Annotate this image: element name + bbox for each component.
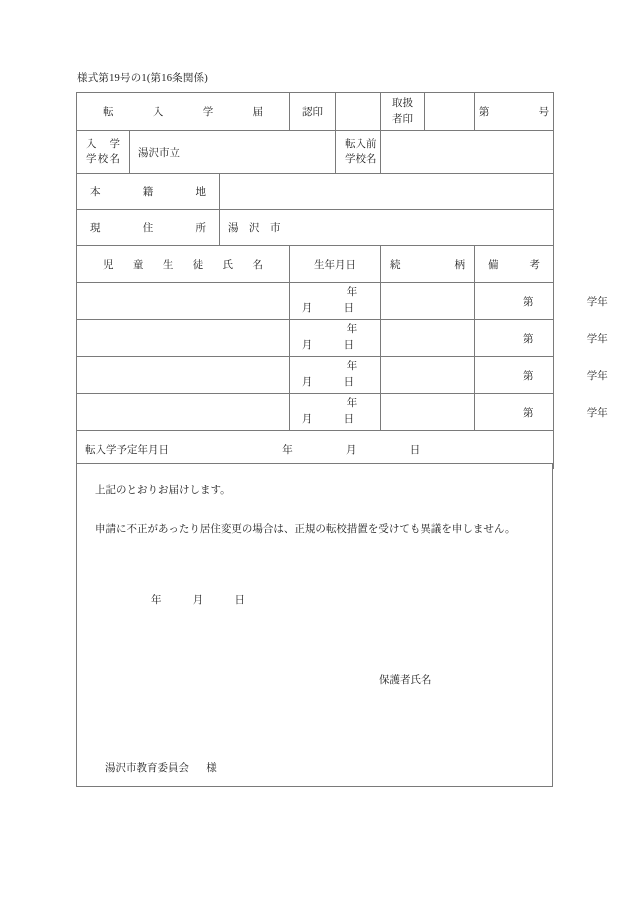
approval-seal-label: 認印 — [290, 93, 336, 131]
handler-seal-label-line2: 者印 — [392, 113, 414, 125]
name-header-c6: 名 — [252, 259, 264, 271]
previous-school-value[interactable] — [381, 131, 554, 174]
student-relation-3[interactable] — [381, 357, 475, 394]
declaration-date-day: 日 — [234, 595, 245, 606]
prev-school-label-c3: 前 — [366, 138, 377, 150]
current-address-label — [77, 210, 220, 246]
birthdate-year-2: 年 — [346, 324, 358, 336]
declaration-date-month: 月 — [192, 595, 204, 606]
form-title — [77, 104, 289, 119]
name-header-c3: 生 — [162, 259, 174, 271]
declaration-paragraph-2: 申請に不正があったり居住変更の場合は、正規の転校措置を受けても異議を申しません。 — [95, 524, 516, 535]
address-label-c1: 現 — [90, 223, 101, 234]
entry-school-label-c3: 学 — [86, 154, 97, 165]
issue-number-prefix: 第 — [478, 107, 490, 118]
declaration-box — [76, 463, 553, 787]
birthdate-month-3: 月 — [301, 377, 313, 388]
name-header-c2: 童 — [132, 259, 144, 271]
student-birthdate-3[interactable] — [290, 357, 381, 394]
prev-school-label-c5: 校 — [355, 154, 367, 165]
entry-school-label-c2: 学 — [109, 138, 120, 150]
grade-suffix-3: 学年 — [586, 370, 608, 382]
addressee-honorific: 様 — [206, 763, 217, 774]
domicile-label-c1: 本 — [90, 187, 101, 198]
remarks-header — [475, 246, 554, 283]
student-name-header — [77, 246, 290, 283]
student-relation-4[interactable] — [381, 394, 475, 431]
student-name-2[interactable] — [77, 320, 290, 357]
grade-suffix-1: 学年 — [586, 296, 608, 308]
birthdate-year-3: 年 — [346, 361, 358, 373]
relation-header-c2: 柄 — [454, 259, 466, 271]
student-name-1[interactable] — [77, 283, 290, 320]
name-header-c4: 徒 — [192, 259, 204, 271]
birthdate-day-3: 日 — [343, 377, 355, 388]
birthdate-day-1: 日 — [343, 303, 355, 314]
grade-prefix-1: 第 — [523, 296, 534, 308]
permanent-domicile-row — [77, 174, 554, 210]
current-address-row — [77, 210, 554, 246]
student-name-3[interactable] — [77, 357, 290, 394]
table-row — [77, 357, 554, 394]
student-relation-1[interactable] — [381, 283, 475, 320]
name-header-c1: 児 — [103, 259, 114, 271]
birthdate-month-1: 月 — [301, 303, 313, 314]
student-remarks-1[interactable] — [475, 283, 608, 320]
grade-prefix-3: 第 — [523, 370, 534, 382]
student-name-4[interactable] — [77, 394, 290, 431]
transfer-plan-label: 転入学予定年月日 — [85, 445, 169, 456]
title-char-1: 転 — [103, 107, 114, 118]
relation-header — [381, 246, 475, 283]
approval-seal-box[interactable] — [336, 93, 381, 131]
handler-seal-label — [381, 93, 425, 131]
addressee-name: 湯沢市教育委員会 — [105, 763, 189, 774]
entry-school-label-c1: 入 — [86, 138, 97, 150]
birthdate-month-4: 月 — [301, 414, 313, 425]
birthdate-header: 生年月日 — [290, 246, 381, 283]
guardian-name-label[interactable]: 保護者氏名 — [379, 675, 432, 686]
student-remarks-2[interactable] — [475, 320, 608, 357]
previous-school-label — [336, 131, 381, 174]
student-birthdate-2[interactable] — [290, 320, 381, 357]
entry-school-label — [77, 131, 130, 174]
permanent-domicile-value[interactable] — [220, 174, 554, 210]
prev-school-label-c1: 転 — [345, 138, 356, 150]
issue-number-cell[interactable] — [475, 93, 554, 131]
school-names-row — [77, 131, 554, 174]
student-remarks-4[interactable] — [475, 394, 608, 431]
address-label-c3: 所 — [195, 223, 206, 234]
issue-number-suffix: 号 — [538, 107, 550, 118]
declaration-date-line[interactable] — [151, 592, 245, 607]
title-row — [77, 93, 554, 131]
declaration-date-year: 年 — [151, 595, 162, 606]
form-title-cell — [77, 93, 290, 131]
entry-school-label-c4: 校 — [97, 154, 109, 165]
domicile-label-c3: 地 — [195, 187, 206, 198]
birthdate-year-4: 年 — [346, 398, 358, 410]
prev-school-label-c2: 入 — [355, 138, 367, 150]
remarks-header-c2: 考 — [529, 259, 541, 271]
birthdate-month-2: 月 — [301, 340, 313, 351]
transfer-plan-day: 日 — [409, 445, 421, 456]
birthdate-day-4: 日 — [343, 414, 355, 425]
student-remarks-3[interactable] — [475, 357, 608, 394]
birthdate-day-2: 日 — [343, 340, 355, 351]
title-char-2: 入 — [152, 107, 164, 118]
handler-seal-label-line1: 取扱 — [392, 98, 414, 110]
student-birthdate-4[interactable] — [290, 394, 381, 431]
student-table-header-row — [77, 246, 554, 283]
table-row — [77, 283, 554, 320]
domicile-label-c2: 籍 — [142, 187, 154, 198]
prev-school-label-c6: 名 — [366, 154, 377, 165]
table-row — [77, 320, 554, 357]
title-char-4: 届 — [252, 107, 264, 118]
grade-prefix-4: 第 — [523, 407, 534, 419]
table-row — [77, 394, 554, 431]
handler-seal-box[interactable] — [425, 93, 475, 131]
grade-suffix-4: 学年 — [586, 407, 608, 419]
name-header-c5: 氏 — [222, 259, 234, 271]
transfer-notification-table — [76, 92, 608, 469]
title-char-3: 学 — [202, 107, 214, 118]
grade-prefix-2: 第 — [523, 333, 534, 345]
remarks-header-c1: 備 — [488, 259, 499, 271]
current-address-value[interactable]: 湯 沢 市 — [220, 210, 554, 246]
student-relation-2[interactable] — [381, 320, 475, 357]
student-birthdate-1[interactable] — [290, 283, 381, 320]
birthdate-year-1: 年 — [346, 287, 358, 299]
form-number-caption: 様式第19号の1(第16条関係) — [77, 73, 208, 84]
prev-school-label-c4: 学 — [345, 154, 356, 165]
addressee-line — [105, 760, 217, 775]
relation-header-c1: 続 — [390, 259, 401, 271]
entry-school-value[interactable]: 湯沢市立 — [130, 131, 336, 174]
address-label-c2: 住 — [142, 223, 154, 234]
permanent-domicile-label — [77, 174, 220, 210]
entry-school-label-c5: 名 — [109, 154, 120, 165]
grade-suffix-2: 学年 — [586, 333, 608, 345]
transfer-plan-year: 年 — [282, 445, 293, 456]
transfer-plan-month: 月 — [346, 445, 357, 456]
declaration-paragraph-1: 上記のとおりお届けします。 — [95, 485, 231, 496]
